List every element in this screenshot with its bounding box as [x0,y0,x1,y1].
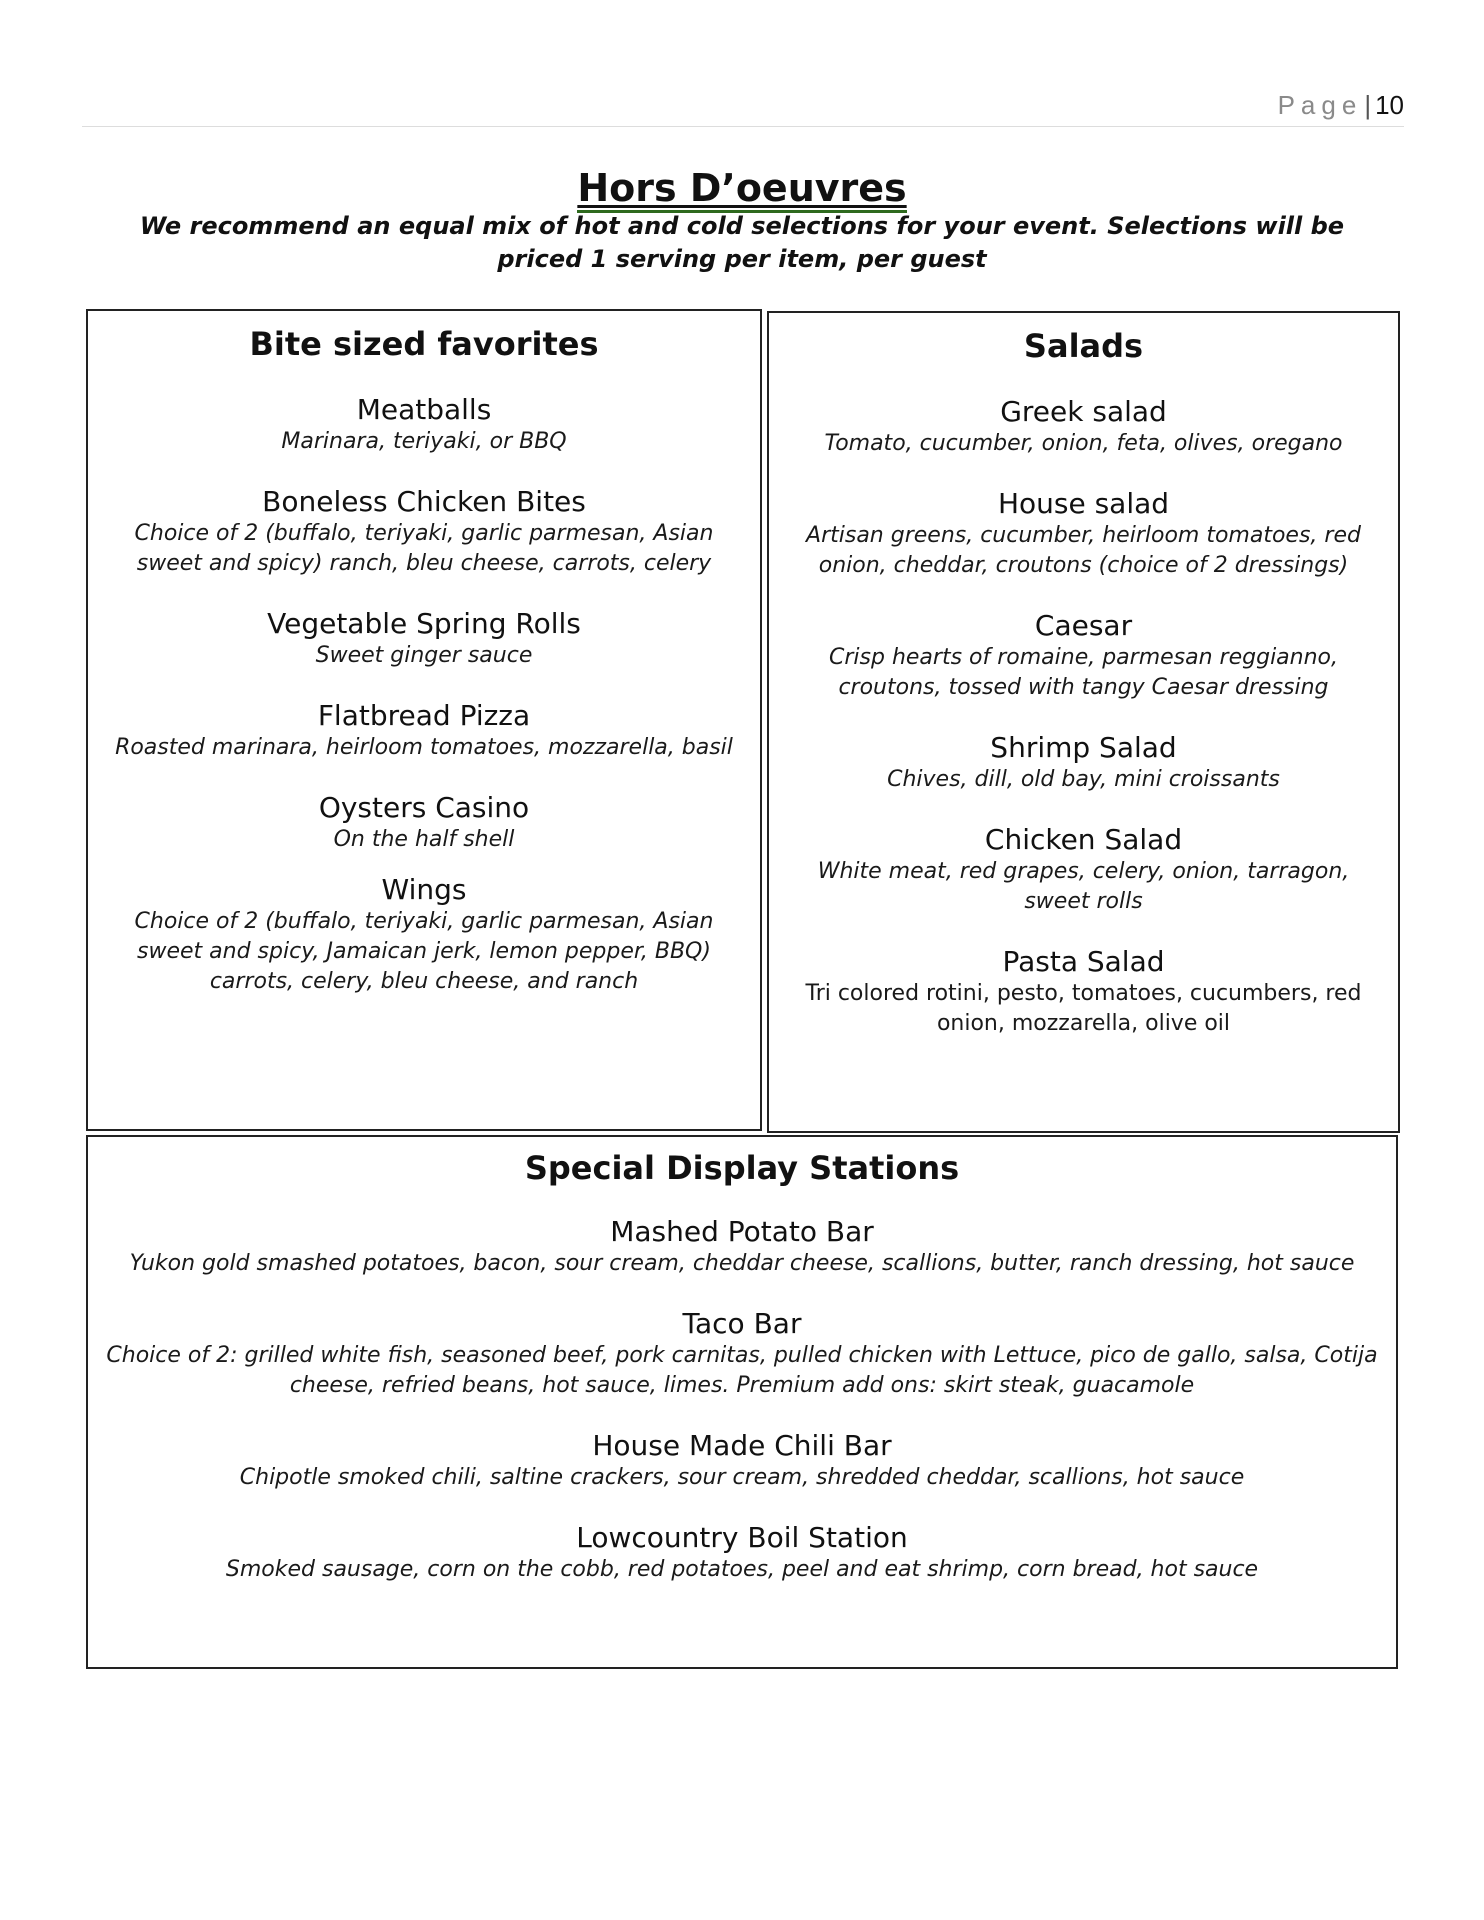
menu-item-description: Sweet ginger sauce [315,643,533,668]
menu-item-description: Choice of 2: grilled white fish, seasoned beef, pork carnitas, pulled chicken with Lettuce, pico de gallo, salsa, Cotija cheese, refried beans, hot sauce, limes. Premium add ons: skirt steak, guacamole [106,1343,1378,1398]
menu-item-description: Choice of 2 (buffalo, teriyaki, garlic parmesan, Asian sweet and spicy) ranch, bleu cheese, carrots, celery [134,521,714,576]
menu-item [769,395,1398,459]
menu-item-description: Choice of 2 (buffalo, teriyaki, garlic parmesan, Asian sweet and spicy, Jamaican jerk, lemon pepper, BBQ) carrots, celery, bleu cheese, and ranch [134,909,714,994]
menu-item-description: Tomato, cucumber, onion, feta, olives, oregano [824,431,1343,456]
menu-item-description: Tri colored rotini, pesto, tomatoes, cucumbers, red onion, mozzarella, olive oil [805,981,1362,1036]
menu-item [88,791,760,855]
menu-item-name: Caesar [1034,609,1133,642]
menu-item [769,823,1398,917]
menu-item-name: Pasta Salad [1002,945,1165,978]
menu-item-name: Wings [381,873,467,906]
menu-item-name: Flatbread Pizza [317,699,531,732]
menu-item-description: Chipotle smoked chili, saltine crackers, sour cream, shredded cheddar, scallions, hot sauce [239,1465,1245,1490]
special-display-stations-section [86,1135,1398,1669]
menu-item [769,945,1398,1039]
menu-item-name: Oysters Casino [318,791,530,824]
menu-item-name: Taco Bar [682,1307,802,1340]
menu-item-name: Lowcountry Boil Station [576,1521,908,1554]
menu-item [88,1521,1396,1585]
menu-item-description: Marinara, teriyaki, or BBQ [281,429,567,454]
menu-item-description: On the half shell [333,827,515,852]
menu-item [88,485,760,579]
page-number-label: Page| 10 [1277,90,1404,120]
menu-item [88,699,760,763]
bite-sized-favorites-section [86,309,762,1131]
page-header [82,88,1404,127]
page-subtitle: We recommend an equal mix of hot and cold selections for your event. Selections will be priced 1 serving per item, per guest [139,212,1345,273]
menu-item-name: House Made Chili Bar [592,1429,892,1462]
section-heading: Bite sized favorites [249,325,599,363]
menu-item-description: Artisan greens, cucumber, heirloom tomatoes, red onion, cheddar, croutons (choice of 2 dressings) [806,523,1361,578]
menu-item-name: House salad [997,487,1170,520]
section-heading: Salads [1023,327,1144,365]
menu-item-description: Yukon gold smashed potatoes, bacon, sour cream, cheddar cheese, scallions, butter, ranch dressing, hot sauce [129,1251,1355,1276]
menu-item-name: Mashed Potato Bar [610,1215,874,1248]
menu-item [769,731,1398,795]
menu-item [88,1307,1396,1401]
page-title: Hors D’oeuvres [0,166,1484,210]
menu-item [88,393,760,457]
menu-item-name: Boneless Chicken Bites [262,485,586,518]
menu-item [88,1429,1396,1493]
menu-item-name: Shrimp Salad [990,731,1177,764]
menu-item-name: Chicken Salad [984,823,1183,856]
page-number: 10 [1375,90,1404,120]
menu-item-name: Vegetable Spring Rolls [267,607,581,640]
menu-item-name: Greek salad [1000,395,1167,428]
menu-item-name: Meatballs [356,393,492,426]
salads-section [767,311,1400,1133]
menu-item [88,1215,1396,1279]
section-heading: Special Display Stations [524,1149,960,1187]
menu-item-description: Crisp hearts of romaine, parmesan reggianno, croutons, tossed with tangy Caesar dressing [829,645,1338,700]
menu-item-description: Roasted marinara, heirloom tomatoes, mozzarella, basil [115,735,733,760]
page-word: Page [1277,90,1363,120]
menu-item [88,607,760,671]
menu-item [769,487,1398,581]
menu-item [769,609,1398,703]
menu-item-description: White meat, red grapes, celery, onion, tarragon, sweet rolls [817,859,1350,914]
menu-item-description: Chives, dill, old bay, mini croissants [887,767,1280,792]
menu-item [88,873,760,997]
menu-item-description: Smoked sausage, corn on the cobb, red potatoes, peel and eat shrimp, corn bread, hot sauce [225,1557,1259,1582]
